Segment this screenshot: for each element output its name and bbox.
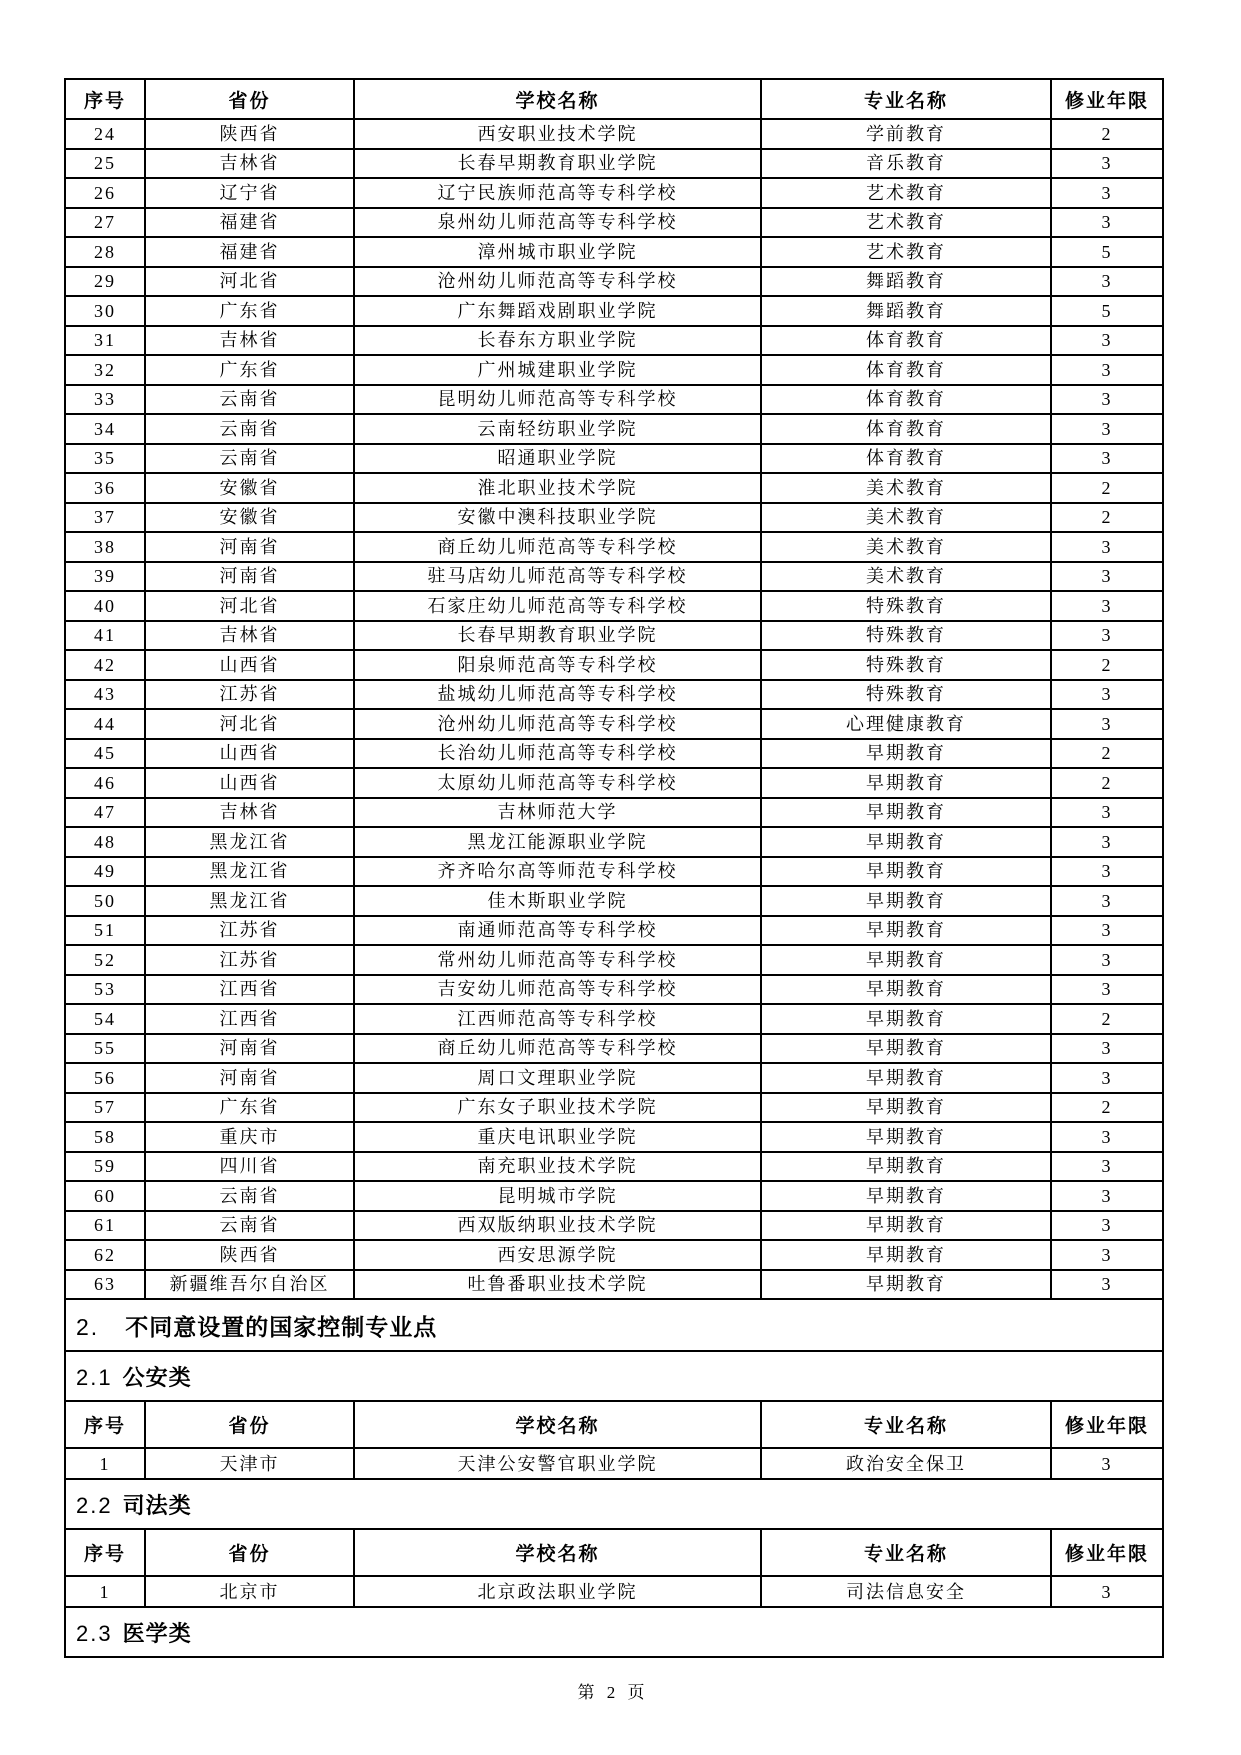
- cell-school: 沧州幼儿师范高等专科学校: [354, 267, 761, 297]
- cell-years: 3: [1051, 798, 1163, 828]
- table-header-row: [65, 1529, 1163, 1576]
- column-header-school: 学校名称: [354, 79, 761, 119]
- cell-province: 黑龙江省: [145, 886, 354, 916]
- cell-seq: 37: [65, 503, 145, 533]
- table-row: [65, 1093, 1163, 1123]
- cell-years: 3: [1051, 355, 1163, 385]
- table-row: [65, 149, 1163, 179]
- cell-province: 福建省: [145, 208, 354, 238]
- column-header-years: 修业年限: [1051, 79, 1163, 119]
- table-row: [65, 857, 1163, 887]
- cell-province: 天津市: [145, 1448, 354, 1479]
- cell-years: 3: [1051, 178, 1163, 208]
- cell-province: 安徽省: [145, 473, 354, 503]
- cell-years: 3: [1051, 1448, 1163, 1479]
- cell-seq: 31: [65, 326, 145, 356]
- cell-province: 吉林省: [145, 326, 354, 356]
- cell-school: 广东舞蹈戏剧职业学院: [354, 296, 761, 326]
- cell-years: 3: [1051, 562, 1163, 592]
- cell-seq: 53: [65, 975, 145, 1005]
- table-row: [65, 267, 1163, 297]
- cell-province: 河南省: [145, 1063, 354, 1093]
- cell-seq: 24: [65, 119, 145, 149]
- table-row: [65, 1576, 1163, 1607]
- cell-province: 江苏省: [145, 945, 354, 975]
- cell-province: 广东省: [145, 355, 354, 385]
- table-row: [65, 1211, 1163, 1241]
- cell-school: 南充职业技术学院: [354, 1152, 761, 1182]
- cell-seq: 55: [65, 1034, 145, 1064]
- cell-seq: 36: [65, 473, 145, 503]
- cell-years: 3: [1051, 385, 1163, 415]
- cell-province: 云南省: [145, 385, 354, 415]
- cell-province: 北京市: [145, 1576, 354, 1607]
- cell-school: 西双版纳职业技术学院: [354, 1211, 761, 1241]
- cell-province: 河南省: [145, 1034, 354, 1064]
- cell-years: 2: [1051, 119, 1163, 149]
- cell-major: 美术教育: [761, 532, 1051, 562]
- cell-years: 3: [1051, 1270, 1163, 1300]
- cell-school: 广州城建职业学院: [354, 355, 761, 385]
- cell-province: 黑龙江省: [145, 827, 354, 857]
- cell-school: 吉林师范大学: [354, 798, 761, 828]
- table-row: [65, 326, 1163, 356]
- table-row: [65, 503, 1163, 533]
- column-header-province: 省份: [145, 1529, 354, 1576]
- cell-seq: 50: [65, 886, 145, 916]
- cell-province: 江西省: [145, 975, 354, 1005]
- document-table: [64, 78, 1164, 1658]
- table-row: [65, 739, 1163, 769]
- table-row: [65, 414, 1163, 444]
- table-row: [65, 680, 1163, 710]
- cell-province: 江西省: [145, 1004, 354, 1034]
- cell-major: 早期教育: [761, 916, 1051, 946]
- section-heading-row: [65, 1479, 1163, 1529]
- cell-major: 早期教育: [761, 827, 1051, 857]
- cell-school: 漳州城市职业学院: [354, 237, 761, 267]
- cell-major: 音乐教育: [761, 149, 1051, 179]
- table-row: [65, 827, 1163, 857]
- table-row: [65, 1063, 1163, 1093]
- cell-school: 西安思源学院: [354, 1240, 761, 1270]
- cell-years: 3: [1051, 680, 1163, 710]
- cell-seq: 51: [65, 916, 145, 946]
- cell-province: 广东省: [145, 1093, 354, 1123]
- cell-major: 早期教育: [761, 1211, 1051, 1241]
- cell-years: 2: [1051, 768, 1163, 798]
- cell-province: 陕西省: [145, 119, 354, 149]
- cell-province: 新疆维吾尔自治区: [145, 1270, 354, 1300]
- cell-years: 3: [1051, 326, 1163, 356]
- cell-seq: 34: [65, 414, 145, 444]
- section-heading-row: [65, 1351, 1163, 1401]
- column-header-years: 修业年限: [1051, 1529, 1163, 1576]
- section-heading: [65, 1351, 1163, 1401]
- cell-seq: 58: [65, 1122, 145, 1152]
- cell-seq: 35: [65, 444, 145, 474]
- cell-school: 吉安幼儿师范高等专科学校: [354, 975, 761, 1005]
- cell-years: 3: [1051, 1034, 1163, 1064]
- cell-school: 昆明城市学院: [354, 1181, 761, 1211]
- table-row: [65, 709, 1163, 739]
- column-header-major: 专业名称: [761, 1401, 1051, 1448]
- cell-major: 政治安全保卫: [761, 1448, 1051, 1479]
- cell-seq: 59: [65, 1152, 145, 1182]
- table-row: [65, 768, 1163, 798]
- cell-years: 3: [1051, 414, 1163, 444]
- cell-major: 美术教育: [761, 473, 1051, 503]
- cell-years: 3: [1051, 1576, 1163, 1607]
- table-row: [65, 532, 1163, 562]
- cell-school: 广东女子职业技术学院: [354, 1093, 761, 1123]
- cell-province: 山西省: [145, 739, 354, 769]
- cell-seq: 48: [65, 827, 145, 857]
- cell-years: 5: [1051, 237, 1163, 267]
- cell-years: 3: [1051, 591, 1163, 621]
- table-row: [65, 1152, 1163, 1182]
- cell-major: 早期教育: [761, 1093, 1051, 1123]
- section-title: 司法类: [122, 1492, 192, 1518]
- cell-major: 舞蹈教育: [761, 296, 1051, 326]
- cell-school: 阳泉师范高等专科学校: [354, 650, 761, 680]
- table-row: [65, 562, 1163, 592]
- cell-major: 早期教育: [761, 1034, 1051, 1064]
- cell-years: 3: [1051, 975, 1163, 1005]
- cell-years: 5: [1051, 296, 1163, 326]
- cell-years: 2: [1051, 503, 1163, 533]
- cell-major: 体育教育: [761, 444, 1051, 474]
- cell-major: 早期教育: [761, 739, 1051, 769]
- table-row: [65, 1034, 1163, 1064]
- cell-seq: 63: [65, 1270, 145, 1300]
- cell-years: 3: [1051, 149, 1163, 179]
- section-heading: [65, 1299, 1163, 1351]
- cell-school: 长治幼儿师范高等专科学校: [354, 739, 761, 769]
- cell-years: 3: [1051, 1152, 1163, 1182]
- section-number: 2.2: [76, 1492, 113, 1518]
- cell-seq: 61: [65, 1211, 145, 1241]
- cell-years: 3: [1051, 886, 1163, 916]
- cell-years: 2: [1051, 1004, 1163, 1034]
- cell-school: 安徽中澳科技职业学院: [354, 503, 761, 533]
- cell-major: 特殊教育: [761, 621, 1051, 651]
- cell-years: 3: [1051, 827, 1163, 857]
- table-row: [65, 473, 1163, 503]
- cell-major: 早期教育: [761, 1270, 1051, 1300]
- cell-school: 太原幼儿师范高等专科学校: [354, 768, 761, 798]
- cell-major: 美术教育: [761, 562, 1051, 592]
- cell-school: 辽宁民族师范高等专科学校: [354, 178, 761, 208]
- table-row: [65, 444, 1163, 474]
- document-table-body: [65, 79, 1163, 1657]
- table-row: [65, 886, 1163, 916]
- cell-school: 西安职业技术学院: [354, 119, 761, 149]
- cell-seq: 40: [65, 591, 145, 621]
- table-row: [65, 945, 1163, 975]
- cell-province: 安徽省: [145, 503, 354, 533]
- page-number: 第 2 页: [577, 1683, 649, 1702]
- column-header-school: 学校名称: [354, 1401, 761, 1448]
- table-row: [65, 237, 1163, 267]
- cell-province: 云南省: [145, 1181, 354, 1211]
- cell-school: 沧州幼儿师范高等专科学校: [354, 709, 761, 739]
- cell-major: 早期教育: [761, 1063, 1051, 1093]
- cell-school: 石家庄幼儿师范高等专科学校: [354, 591, 761, 621]
- table-row: [65, 355, 1163, 385]
- cell-major: 体育教育: [761, 385, 1051, 415]
- cell-seq: 41: [65, 621, 145, 651]
- cell-years: 3: [1051, 709, 1163, 739]
- table-row: [65, 916, 1163, 946]
- cell-school: 天津公安警官职业学院: [354, 1448, 761, 1479]
- cell-major: 司法信息安全: [761, 1576, 1051, 1607]
- cell-years: 3: [1051, 916, 1163, 946]
- cell-school: 淮北职业技术学院: [354, 473, 761, 503]
- cell-seq: 56: [65, 1063, 145, 1093]
- table-row: [65, 1181, 1163, 1211]
- cell-province: 吉林省: [145, 149, 354, 179]
- cell-school: 驻马店幼儿师范高等专科学校: [354, 562, 761, 592]
- cell-province: 辽宁省: [145, 178, 354, 208]
- table-row: [65, 1240, 1163, 1270]
- cell-major: 早期教育: [761, 857, 1051, 887]
- cell-seq: 46: [65, 768, 145, 798]
- cell-school: 周口文理职业学院: [354, 1063, 761, 1093]
- section-title: 不同意设置的国家控制专业点: [125, 1313, 438, 1340]
- cell-seq: 27: [65, 208, 145, 238]
- cell-major: 舞蹈教育: [761, 267, 1051, 297]
- cell-major: 早期教育: [761, 945, 1051, 975]
- cell-years: 2: [1051, 650, 1163, 680]
- cell-province: 吉林省: [145, 798, 354, 828]
- cell-seq: 32: [65, 355, 145, 385]
- cell-seq: 38: [65, 532, 145, 562]
- cell-school: 云南轻纺职业学院: [354, 414, 761, 444]
- column-header-seq: 序号: [65, 1529, 145, 1576]
- table-row: [65, 621, 1163, 651]
- cell-seq: 26: [65, 178, 145, 208]
- section-title: 医学类: [122, 1620, 192, 1646]
- table-row: [65, 1004, 1163, 1034]
- cell-major: 早期教育: [761, 1240, 1051, 1270]
- page-footer: [64, 1678, 1162, 1703]
- cell-major: 体育教育: [761, 414, 1051, 444]
- cell-major: 艺术教育: [761, 237, 1051, 267]
- cell-years: 3: [1051, 1240, 1163, 1270]
- cell-major: 早期教育: [761, 1181, 1051, 1211]
- column-header-major: 专业名称: [761, 79, 1051, 119]
- cell-seq: 43: [65, 680, 145, 710]
- section-heading: [65, 1607, 1163, 1657]
- table-row: [65, 296, 1163, 326]
- table-header-row: [65, 1401, 1163, 1448]
- cell-major: 早期教育: [761, 975, 1051, 1005]
- cell-school: 长春早期教育职业学院: [354, 621, 761, 651]
- cell-seq: 30: [65, 296, 145, 326]
- cell-seq: 1: [65, 1448, 145, 1479]
- cell-years: 3: [1051, 1211, 1163, 1241]
- cell-school: 佳木斯职业学院: [354, 886, 761, 916]
- cell-province: 山西省: [145, 768, 354, 798]
- cell-seq: 33: [65, 385, 145, 415]
- section-number: 2.: [76, 1313, 100, 1340]
- cell-province: 云南省: [145, 1211, 354, 1241]
- section-number: 2.3: [76, 1620, 113, 1646]
- cell-school: 长春早期教育职业学院: [354, 149, 761, 179]
- cell-seq: 25: [65, 149, 145, 179]
- cell-major: 特殊教育: [761, 680, 1051, 710]
- table-row: [65, 178, 1163, 208]
- column-header-school: 学校名称: [354, 1529, 761, 1576]
- cell-province: 河北省: [145, 709, 354, 739]
- cell-school: 江西师范高等专科学校: [354, 1004, 761, 1034]
- table-row: [65, 650, 1163, 680]
- cell-province: 福建省: [145, 237, 354, 267]
- cell-major: 早期教育: [761, 1122, 1051, 1152]
- cell-seq: 62: [65, 1240, 145, 1270]
- cell-major: 早期教育: [761, 768, 1051, 798]
- cell-major: 体育教育: [761, 326, 1051, 356]
- cell-province: 陕西省: [145, 1240, 354, 1270]
- cell-years: 3: [1051, 1181, 1163, 1211]
- table-header-row: [65, 79, 1163, 119]
- cell-major: 心理健康教育: [761, 709, 1051, 739]
- table-row: [65, 1448, 1163, 1479]
- cell-seq: 29: [65, 267, 145, 297]
- cell-province: 吉林省: [145, 621, 354, 651]
- cell-seq: 45: [65, 739, 145, 769]
- table-row: [65, 1122, 1163, 1152]
- cell-province: 河北省: [145, 267, 354, 297]
- cell-province: 云南省: [145, 414, 354, 444]
- cell-years: 2: [1051, 739, 1163, 769]
- cell-major: 美术教育: [761, 503, 1051, 533]
- cell-province: 江苏省: [145, 680, 354, 710]
- cell-seq: 39: [65, 562, 145, 592]
- section-heading: [65, 1479, 1163, 1529]
- cell-major: 特殊教育: [761, 591, 1051, 621]
- cell-province: 云南省: [145, 444, 354, 474]
- column-header-major: 专业名称: [761, 1529, 1051, 1576]
- cell-years: 2: [1051, 473, 1163, 503]
- cell-seq: 54: [65, 1004, 145, 1034]
- cell-seq: 52: [65, 945, 145, 975]
- cell-major: 早期教育: [761, 886, 1051, 916]
- cell-major: 体育教育: [761, 355, 1051, 385]
- cell-school: 昭通职业学院: [354, 444, 761, 474]
- table-row: [65, 798, 1163, 828]
- cell-school: 昆明幼儿师范高等专科学校: [354, 385, 761, 415]
- cell-province: 河北省: [145, 591, 354, 621]
- cell-province: 重庆市: [145, 1122, 354, 1152]
- cell-seq: 42: [65, 650, 145, 680]
- table-row: [65, 385, 1163, 415]
- cell-years: 3: [1051, 1122, 1163, 1152]
- cell-seq: 28: [65, 237, 145, 267]
- cell-seq: 44: [65, 709, 145, 739]
- cell-school: 齐齐哈尔高等师范专科学校: [354, 857, 761, 887]
- cell-seq: 1: [65, 1576, 145, 1607]
- table-row: [65, 591, 1163, 621]
- cell-years: 3: [1051, 857, 1163, 887]
- cell-province: 河南省: [145, 532, 354, 562]
- cell-major: 艺术教育: [761, 208, 1051, 238]
- cell-major: 艺术教育: [761, 178, 1051, 208]
- table-row: [65, 975, 1163, 1005]
- cell-seq: 47: [65, 798, 145, 828]
- section-number: 2.1: [76, 1364, 113, 1390]
- cell-major: 早期教育: [761, 798, 1051, 828]
- cell-province: 河南省: [145, 562, 354, 592]
- column-header-seq: 序号: [65, 1401, 145, 1448]
- cell-province: 广东省: [145, 296, 354, 326]
- cell-years: 3: [1051, 1063, 1163, 1093]
- cell-major: 学前教育: [761, 119, 1051, 149]
- cell-school: 常州幼儿师范高等专科学校: [354, 945, 761, 975]
- cell-province: 江苏省: [145, 916, 354, 946]
- cell-province: 黑龙江省: [145, 857, 354, 887]
- section-heading-row: [65, 1607, 1163, 1657]
- cell-major: 早期教育: [761, 1152, 1051, 1182]
- cell-major: 早期教育: [761, 1004, 1051, 1034]
- table-row: [65, 119, 1163, 149]
- cell-school: 北京政法职业学院: [354, 1576, 761, 1607]
- cell-school: 重庆电讯职业学院: [354, 1122, 761, 1152]
- cell-years: 3: [1051, 532, 1163, 562]
- table-row: [65, 1270, 1163, 1300]
- cell-school: 盐城幼儿师范高等专科学校: [354, 680, 761, 710]
- column-header-province: 省份: [145, 1401, 354, 1448]
- cell-years: 3: [1051, 945, 1163, 975]
- cell-major: 特殊教育: [761, 650, 1051, 680]
- cell-province: 四川省: [145, 1152, 354, 1182]
- column-header-years: 修业年限: [1051, 1401, 1163, 1448]
- cell-years: 3: [1051, 444, 1163, 474]
- cell-school: 南通师范高等专科学校: [354, 916, 761, 946]
- cell-years: 3: [1051, 267, 1163, 297]
- cell-school: 泉州幼儿师范高等专科学校: [354, 208, 761, 238]
- cell-school: 商丘幼儿师范高等专科学校: [354, 1034, 761, 1064]
- cell-seq: 60: [65, 1181, 145, 1211]
- cell-years: 2: [1051, 1093, 1163, 1123]
- table-row: [65, 208, 1163, 238]
- cell-school: 商丘幼儿师范高等专科学校: [354, 532, 761, 562]
- cell-school: 长春东方职业学院: [354, 326, 761, 356]
- section-title: 公安类: [122, 1364, 192, 1390]
- cell-school: 黑龙江能源职业学院: [354, 827, 761, 857]
- cell-province: 山西省: [145, 650, 354, 680]
- cell-school: 吐鲁番职业技术学院: [354, 1270, 761, 1300]
- cell-years: 3: [1051, 621, 1163, 651]
- section-heading-row: [65, 1299, 1163, 1351]
- cell-years: 3: [1051, 208, 1163, 238]
- cell-seq: 49: [65, 857, 145, 887]
- column-header-province: 省份: [145, 79, 354, 119]
- column-header-seq: 序号: [65, 79, 145, 119]
- cell-seq: 57: [65, 1093, 145, 1123]
